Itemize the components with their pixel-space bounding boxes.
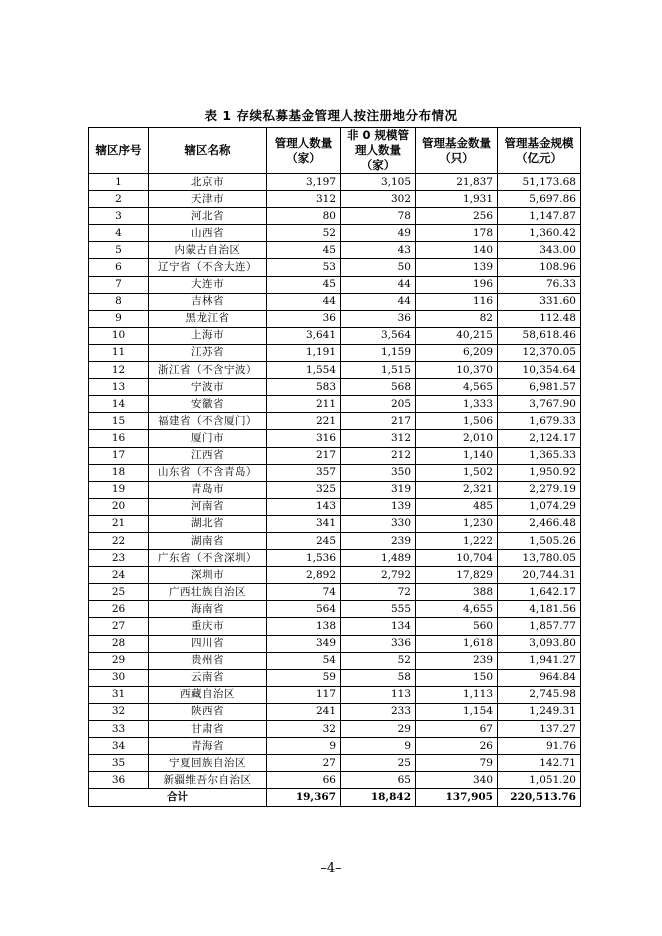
- cell-nonzero-managers: 3,564: [341, 327, 416, 344]
- cell-region: 安徽省: [149, 396, 267, 413]
- cell-fund-scale: 3,093.80: [498, 635, 581, 652]
- cell-funds: 196: [416, 276, 498, 293]
- cell-funds: 1,333: [416, 396, 498, 413]
- cell-managers: 117: [267, 686, 341, 703]
- cell-nonzero-managers: 555: [341, 601, 416, 618]
- cell-managers: 316: [267, 430, 341, 447]
- cell-index: 13: [89, 379, 149, 396]
- cell-funds: 340: [416, 772, 498, 789]
- cell-region: 湖南省: [149, 532, 267, 549]
- cell-funds: 21,837: [416, 174, 498, 191]
- cell-fund-scale: 1,249.31: [498, 703, 581, 720]
- cell-region: 山西省: [149, 225, 267, 242]
- cell-managers: 349: [267, 635, 341, 652]
- cell-funds: 82: [416, 310, 498, 327]
- cell-fund-scale: 112.48: [498, 310, 581, 327]
- cell-region: 宁波市: [149, 379, 267, 396]
- cell-managers: 3,197: [267, 174, 341, 191]
- cell-region: 广西壮族自治区: [149, 584, 267, 601]
- cell-index: 26: [89, 601, 149, 618]
- cell-fund-scale: 2,466.48: [498, 515, 581, 532]
- cell-index: 10: [89, 327, 149, 344]
- cell-fund-scale: 2,124.17: [498, 430, 581, 447]
- cell-region: 河北省: [149, 208, 267, 225]
- cell-region: 辽宁省（不含大连）: [149, 259, 267, 276]
- cell-region: 江西省: [149, 447, 267, 464]
- cell-funds: 388: [416, 584, 498, 601]
- cell-fund-scale: 1,941.27: [498, 652, 581, 669]
- cell-index: 17: [89, 447, 149, 464]
- cell-region: 青海省: [149, 738, 267, 755]
- cell-index: 11: [89, 344, 149, 361]
- cell-region: 江苏省: [149, 344, 267, 361]
- table-row: [89, 430, 581, 447]
- cell-managers: 44: [267, 293, 341, 310]
- cell-index: 16: [89, 430, 149, 447]
- cell-fund-scale: 1,360.42: [498, 225, 581, 242]
- cell-funds: 1,140: [416, 447, 498, 464]
- table-row: [89, 481, 581, 498]
- cell-funds: 560: [416, 618, 498, 635]
- table-row: [89, 344, 581, 361]
- cell-nonzero-managers: 36: [341, 310, 416, 327]
- cell-region: 天津市: [149, 191, 267, 208]
- cell-index: 3: [89, 208, 149, 225]
- cell-nonzero-managers: 44: [341, 276, 416, 293]
- cell-funds: 1,502: [416, 464, 498, 481]
- cell-fund-scale: 4,181.56: [498, 601, 581, 618]
- cell-fund-scale: 1,074.29: [498, 498, 581, 515]
- cell-nonzero-managers: 49: [341, 225, 416, 242]
- cell-index: 35: [89, 755, 149, 772]
- cell-funds: 116: [416, 293, 498, 310]
- cell-fund-scale: 108.96: [498, 259, 581, 276]
- cell-fund-scale: 3,767.90: [498, 396, 581, 413]
- cell-fund-scale: 1,950.92: [498, 464, 581, 481]
- cell-region: 浙江省（不含宁波）: [149, 362, 267, 379]
- cell-managers: 2,892: [267, 567, 341, 584]
- table-title: 表 1 存续私募基金管理人按注册地分布情况: [204, 108, 458, 123]
- cell-nonzero-managers: 319: [341, 481, 416, 498]
- cell-managers: 245: [267, 532, 341, 549]
- cell-fund-scale: 76.33: [498, 276, 581, 293]
- table-row: [89, 413, 581, 430]
- cell-funds: 1,506: [416, 413, 498, 430]
- cell-nonzero-managers: 25: [341, 755, 416, 772]
- table-row: [89, 721, 581, 738]
- cell-managers: 3,641: [267, 327, 341, 344]
- table-row: [89, 703, 581, 720]
- table-row: [89, 738, 581, 755]
- table-row: [89, 191, 581, 208]
- cell-managers: 59: [267, 669, 341, 686]
- cell-region: 陕西省: [149, 703, 267, 720]
- total-managers: 19,367: [267, 789, 341, 807]
- total-label: 合计: [89, 789, 267, 807]
- cell-managers: 325: [267, 481, 341, 498]
- cell-index: 34: [89, 738, 149, 755]
- cell-region: 贵州省: [149, 652, 267, 669]
- cell-region: 吉林省: [149, 293, 267, 310]
- cell-managers: 241: [267, 703, 341, 720]
- cell-nonzero-managers: 233: [341, 703, 416, 720]
- cell-index: 5: [89, 242, 149, 259]
- cell-funds: 2,010: [416, 430, 498, 447]
- cell-region: 大连市: [149, 276, 267, 293]
- cell-index: 20: [89, 498, 149, 515]
- cell-nonzero-managers: 65: [341, 772, 416, 789]
- table-row: [89, 225, 581, 242]
- table-row: [89, 464, 581, 481]
- table-row: [89, 618, 581, 635]
- cell-nonzero-managers: 1,489: [341, 550, 416, 567]
- cell-managers: 143: [267, 498, 341, 515]
- cell-managers: 45: [267, 276, 341, 293]
- cell-nonzero-managers: 9: [341, 738, 416, 755]
- cell-managers: 138: [267, 618, 341, 635]
- cell-index: 21: [89, 515, 149, 532]
- cell-funds: 6,209: [416, 344, 498, 361]
- cell-funds: 67: [416, 721, 498, 738]
- cell-managers: 36: [267, 310, 341, 327]
- cell-managers: 53: [267, 259, 341, 276]
- cell-nonzero-managers: 350: [341, 464, 416, 481]
- cell-managers: 32: [267, 721, 341, 738]
- cell-funds: 178: [416, 225, 498, 242]
- cell-funds: 17,829: [416, 567, 498, 584]
- table-row: [89, 447, 581, 464]
- cell-managers: 27: [267, 755, 341, 772]
- cell-fund-scale: 6,981.57: [498, 379, 581, 396]
- cell-index: 27: [89, 618, 149, 635]
- cell-region: 厦门市: [149, 430, 267, 447]
- cell-funds: 139: [416, 259, 498, 276]
- cell-managers: 341: [267, 515, 341, 532]
- cell-funds: 2,321: [416, 481, 498, 498]
- table-row: [89, 567, 581, 584]
- cell-nonzero-managers: 239: [341, 532, 416, 549]
- cell-funds: 1,618: [416, 635, 498, 652]
- cell-fund-scale: 91.76: [498, 738, 581, 755]
- cell-managers: 357: [267, 464, 341, 481]
- cell-fund-scale: 5,697.86: [498, 191, 581, 208]
- table-row: [89, 276, 581, 293]
- cell-fund-scale: 58,618.46: [498, 327, 581, 344]
- cell-index: 31: [89, 686, 149, 703]
- cell-managers: 221: [267, 413, 341, 430]
- cell-managers: 211: [267, 396, 341, 413]
- cell-nonzero-managers: 29: [341, 721, 416, 738]
- cell-nonzero-managers: 43: [341, 242, 416, 259]
- total-nonzero-managers: 18,842: [341, 789, 416, 807]
- cell-region: 福建省（不含厦门）: [149, 413, 267, 430]
- header-fund-scale: 管理基金规模（亿元）: [498, 128, 581, 174]
- table-row: [89, 362, 581, 379]
- cell-index: 22: [89, 532, 149, 549]
- page-number: –4–: [320, 861, 342, 876]
- cell-nonzero-managers: 139: [341, 498, 416, 515]
- cell-index: 33: [89, 721, 149, 738]
- cell-nonzero-managers: 205: [341, 396, 416, 413]
- table-header-row: [89, 128, 581, 174]
- cell-nonzero-managers: 50: [341, 259, 416, 276]
- cell-managers: 1,554: [267, 362, 341, 379]
- cell-funds: 79: [416, 755, 498, 772]
- table-row: [89, 293, 581, 310]
- cell-fund-scale: 51,173.68: [498, 174, 581, 191]
- cell-funds: 150: [416, 669, 498, 686]
- cell-nonzero-managers: 44: [341, 293, 416, 310]
- cell-funds: 1,931: [416, 191, 498, 208]
- header-nonzero-managers: 非 0 规模管理人数量（家）: [341, 128, 416, 174]
- cell-region: 云南省: [149, 669, 267, 686]
- cell-index: 32: [89, 703, 149, 720]
- cell-nonzero-managers: 2,792: [341, 567, 416, 584]
- cell-managers: 583: [267, 379, 341, 396]
- cell-fund-scale: 20,744.31: [498, 567, 581, 584]
- cell-index: 6: [89, 259, 149, 276]
- cell-region: 内蒙古自治区: [149, 242, 267, 259]
- table-row: [89, 532, 581, 549]
- table-row: [89, 310, 581, 327]
- cell-nonzero-managers: 78: [341, 208, 416, 225]
- cell-managers: 80: [267, 208, 341, 225]
- cell-fund-scale: 1,365.33: [498, 447, 581, 464]
- cell-funds: 1,222: [416, 532, 498, 549]
- cell-index: 2: [89, 191, 149, 208]
- cell-funds: 239: [416, 652, 498, 669]
- cell-funds: 485: [416, 498, 498, 515]
- cell-fund-scale: 1,679.33: [498, 413, 581, 430]
- cell-funds: 4,565: [416, 379, 498, 396]
- cell-region: 河南省: [149, 498, 267, 515]
- table-row: [89, 755, 581, 772]
- cell-fund-scale: 2,279.19: [498, 481, 581, 498]
- cell-index: 36: [89, 772, 149, 789]
- cell-region: 新疆维吾尔自治区: [149, 772, 267, 789]
- cell-funds: 140: [416, 242, 498, 259]
- header-index: 辖区序号: [89, 128, 149, 174]
- cell-index: 25: [89, 584, 149, 601]
- fund-manager-distribution-table: [88, 127, 581, 807]
- cell-nonzero-managers: 113: [341, 686, 416, 703]
- cell-managers: 312: [267, 191, 341, 208]
- table-row: [89, 242, 581, 259]
- cell-funds: 1,230: [416, 515, 498, 532]
- table-row: [89, 515, 581, 532]
- cell-nonzero-managers: 3,105: [341, 174, 416, 191]
- cell-nonzero-managers: 302: [341, 191, 416, 208]
- cell-region: 重庆市: [149, 618, 267, 635]
- cell-nonzero-managers: 134: [341, 618, 416, 635]
- cell-index: 18: [89, 464, 149, 481]
- cell-managers: 45: [267, 242, 341, 259]
- cell-managers: 1,536: [267, 550, 341, 567]
- table-row: [89, 635, 581, 652]
- cell-nonzero-managers: 217: [341, 413, 416, 430]
- table-row: [89, 396, 581, 413]
- cell-funds: 26: [416, 738, 498, 755]
- cell-region: 北京市: [149, 174, 267, 191]
- cell-index: 24: [89, 567, 149, 584]
- cell-region: 广东省（不含深圳）: [149, 550, 267, 567]
- cell-region: 西藏自治区: [149, 686, 267, 703]
- total-row: [89, 789, 581, 807]
- cell-fund-scale: 1,051.20: [498, 772, 581, 789]
- cell-fund-scale: 331.60: [498, 293, 581, 310]
- cell-index: 8: [89, 293, 149, 310]
- cell-managers: 54: [267, 652, 341, 669]
- cell-index: 15: [89, 413, 149, 430]
- cell-nonzero-managers: 312: [341, 430, 416, 447]
- cell-funds: 40,215: [416, 327, 498, 344]
- cell-region: 山东省（不含青岛）: [149, 464, 267, 481]
- cell-managers: 74: [267, 584, 341, 601]
- cell-fund-scale: 1,857.77: [498, 618, 581, 635]
- cell-managers: 564: [267, 601, 341, 618]
- cell-managers: 1,191: [267, 344, 341, 361]
- cell-managers: 66: [267, 772, 341, 789]
- header-funds: 管理基金数量（只）: [416, 128, 498, 174]
- cell-index: 4: [89, 225, 149, 242]
- cell-funds: 10,704: [416, 550, 498, 567]
- cell-nonzero-managers: 1,515: [341, 362, 416, 379]
- cell-region: 四川省: [149, 635, 267, 652]
- cell-fund-scale: 137.27: [498, 721, 581, 738]
- cell-region: 深圳市: [149, 567, 267, 584]
- cell-fund-scale: 142.71: [498, 755, 581, 772]
- cell-index: 29: [89, 652, 149, 669]
- table-row: [89, 498, 581, 515]
- cell-fund-scale: 964.84: [498, 669, 581, 686]
- cell-fund-scale: 13,780.05: [498, 550, 581, 567]
- cell-nonzero-managers: 58: [341, 669, 416, 686]
- header-managers: 管理人数量（家）: [267, 128, 341, 174]
- table-row: [89, 379, 581, 396]
- cell-region: 甘肃省: [149, 721, 267, 738]
- cell-funds: 1,154: [416, 703, 498, 720]
- cell-index: 28: [89, 635, 149, 652]
- cell-fund-scale: 10,354.64: [498, 362, 581, 379]
- cell-region: 湖北省: [149, 515, 267, 532]
- table-row: [89, 601, 581, 618]
- cell-nonzero-managers: 1,159: [341, 344, 416, 361]
- cell-index: 19: [89, 481, 149, 498]
- cell-funds: 4,655: [416, 601, 498, 618]
- table-row: [89, 686, 581, 703]
- cell-fund-scale: 1,505.26: [498, 532, 581, 549]
- cell-region: 海南省: [149, 601, 267, 618]
- cell-region: 青岛市: [149, 481, 267, 498]
- cell-region: 黑龙江省: [149, 310, 267, 327]
- cell-region: 上海市: [149, 327, 267, 344]
- table-row: [89, 259, 581, 276]
- cell-fund-scale: 1,147.87: [498, 208, 581, 225]
- cell-nonzero-managers: 72: [341, 584, 416, 601]
- header-region: 辖区名称: [149, 128, 267, 174]
- table-row: [89, 174, 581, 191]
- cell-index: 30: [89, 669, 149, 686]
- total-funds: 137,905: [416, 789, 498, 807]
- cell-funds: 10,370: [416, 362, 498, 379]
- cell-fund-scale: 1,642.17: [498, 584, 581, 601]
- cell-index: 7: [89, 276, 149, 293]
- table-row: [89, 669, 581, 686]
- table-body: [89, 174, 581, 807]
- cell-funds: 1,113: [416, 686, 498, 703]
- cell-index: 23: [89, 550, 149, 567]
- cell-index: 12: [89, 362, 149, 379]
- table-row: [89, 208, 581, 225]
- cell-nonzero-managers: 336: [341, 635, 416, 652]
- total-fund-scale: 220,513.76: [498, 789, 581, 807]
- cell-nonzero-managers: 330: [341, 515, 416, 532]
- cell-managers: 9: [267, 738, 341, 755]
- cell-index: 14: [89, 396, 149, 413]
- cell-fund-scale: 12,370.05: [498, 344, 581, 361]
- cell-managers: 52: [267, 225, 341, 242]
- cell-nonzero-managers: 568: [341, 379, 416, 396]
- table-row: [89, 550, 581, 567]
- cell-funds: 256: [416, 208, 498, 225]
- cell-nonzero-managers: 212: [341, 447, 416, 464]
- table-row: [89, 584, 581, 601]
- cell-managers: 217: [267, 447, 341, 464]
- cell-region: 宁夏回族自治区: [149, 755, 267, 772]
- table-row: [89, 652, 581, 669]
- cell-index: 9: [89, 310, 149, 327]
- cell-fund-scale: 343.00: [498, 242, 581, 259]
- table-row: [89, 327, 581, 344]
- cell-index: 1: [89, 174, 149, 191]
- table-row: [89, 772, 581, 789]
- cell-nonzero-managers: 52: [341, 652, 416, 669]
- cell-fund-scale: 2,745.98: [498, 686, 581, 703]
